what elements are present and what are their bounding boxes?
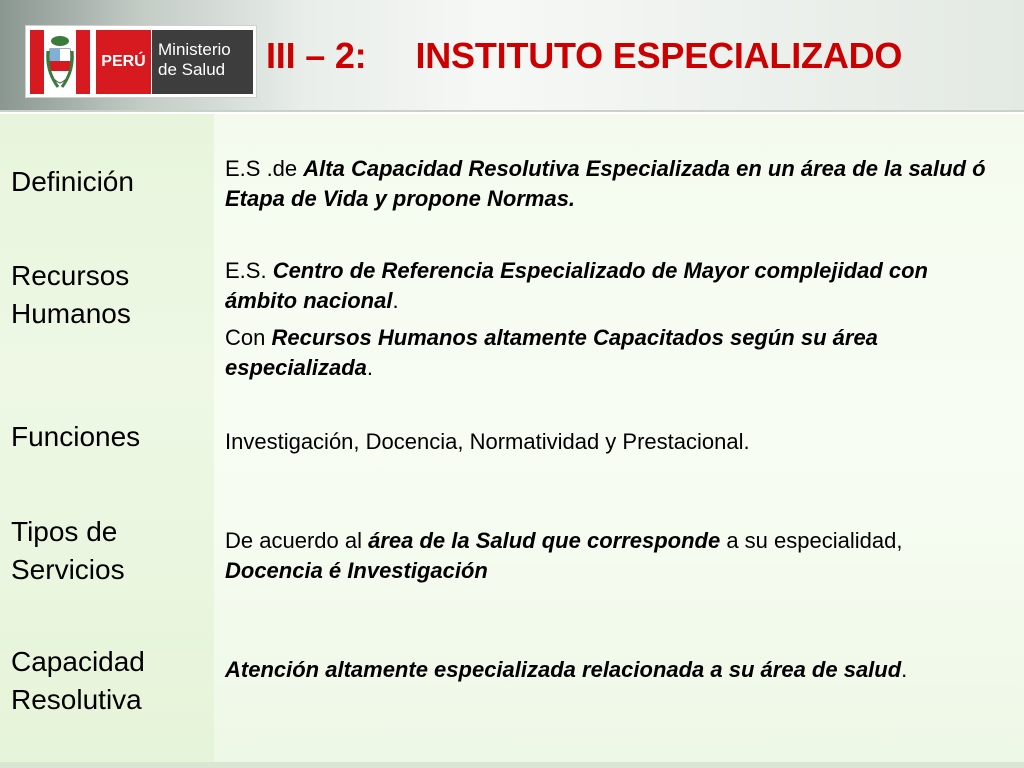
bottom-divider	[0, 762, 1024, 768]
row-label-capacidad-resolutiva: Capacidad Resolutiva	[11, 646, 145, 715]
plain-text: E.S.	[225, 258, 273, 283]
coat-of-arms-icon	[46, 31, 74, 93]
minsa-logo	[25, 25, 257, 98]
plain-text: .	[901, 657, 908, 682]
ministry-line1: Ministerio	[158, 40, 231, 59]
flag-stripe-left	[30, 30, 44, 94]
row-label-funciones: Funciones	[11, 421, 141, 452]
plain-text: .	[392, 288, 399, 313]
row-content-tipos-de-servicios	[225, 526, 995, 586]
slide-header	[0, 0, 1024, 112]
emphasis-text: Recursos Humanos altamente Capacitados según su área especializada	[225, 325, 878, 380]
emphasis-text: Alta Capacidad Resolutiva Especializada en un área de la salud ó Etapa de Vida y propone Normas.	[225, 156, 986, 211]
ministry-line2: de Salud	[158, 60, 226, 79]
row-content-funciones	[225, 427, 995, 457]
emphasis-text: Centro de Referencia Especializado de Mayor complejidad con ámbito nacional	[225, 258, 928, 313]
flag-stripe-right	[76, 30, 90, 94]
plain-text: Investigación, Docencia, Normatividad y Prestacional.	[225, 429, 750, 454]
row-content-definicion	[225, 154, 995, 214]
row-content-recursos-humanos	[225, 256, 995, 316]
row-content-recursos-humanos-2	[225, 323, 995, 383]
ministry-label	[152, 30, 253, 94]
row-label-definicion: Definición	[11, 166, 134, 197]
plain-text: De acuerdo al	[225, 528, 369, 553]
emphasis-text: área de la Salud que corresponde	[368, 528, 721, 553]
emphasis-text: Atención altamente especializada relacionada a su área de salud	[225, 657, 902, 682]
emphasis-text: Docencia é Investigación	[225, 558, 488, 583]
plain-text: a su especialidad,	[720, 528, 903, 553]
plain-text: Con	[225, 325, 272, 350]
peru-label: PERÚ	[96, 30, 151, 94]
row-label-recursos-humanos: Recursos Humanos	[11, 260, 131, 329]
row-label-tipos-de-servicios: Tipos de Servicios	[11, 516, 125, 585]
slide-title: III – 2: INSTITUTO ESPECIALIZADO	[266, 35, 903, 76]
plain-text: .	[366, 355, 373, 380]
row-content-capacidad-resolutiva	[225, 655, 995, 685]
plain-text: E.S .de	[225, 156, 304, 181]
